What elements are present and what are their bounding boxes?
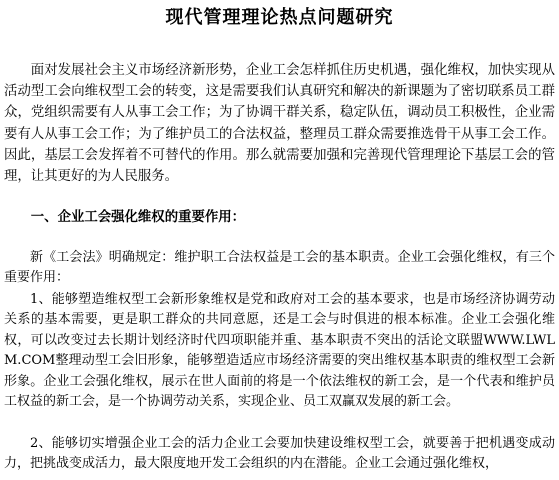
law-paragraph: 新《工会法》明确规定：维护职工合法权益是工会的基本职责。企业工会强化维权，有三个重要作用： [4,250,555,286]
point-1-paragraph: 1、能够塑造维权型工会新形象维权是党和政府对工会的基本要求，也是市场经济协调劳动关系的基本需要，更是职工群众的共同意愿，还是工会与时俱进的根本标准。企业工会强化维权，可以改变过去长期计划经济时代四项职能并重、基本职责不突出的活论文联盟WWW.LWLM.COM整理动型工会旧形象，能够塑造适应市场经济需要的突出维权基本职责的维权型工会新形象。企业工会强化维权，展示在世人面前的将是一个依法维权的新工会，是一个代表和维护员工权益的新工会，是一个协调劳动关系，实现企业、员工双赢双发展的新工会。 [4,292,555,410]
document-title: 现代管理理论热点问题研究 [165,7,394,28]
section-heading: 一、企业工会强化维权的重要作用： [30,210,246,225]
intro-paragraph: 面对发展社会主义市场经济新形势，企业工会怎样抓住历史机遇，强化维权，加快实现从活动型工会向维权型工会的转变，这是需要我们认真研究和解决的新课题为了密切联系员工群众，党组织需要有人从事工会工作；为了协调干群关系，稳定队伍，调动员工积极性，企业需要有人从事工会工作；为了维护员工的合法权益，整理员工群众需要推选骨干从事工会工作。因此，基层工会发挥着不可替代的作用。那么就需要加强和完善现代管理理论下基层工会的管理，让其更好的为人民服务。 [4,63,555,185]
point-2-paragraph: 2、能够切实增强企业工会的活力企业工会要加快建设维权型工会，就要善于把机遇变成动力，把挑战变成活力，最大限度地开发工会组织的内在潜能。企业工会通过强化维权， [4,436,555,472]
